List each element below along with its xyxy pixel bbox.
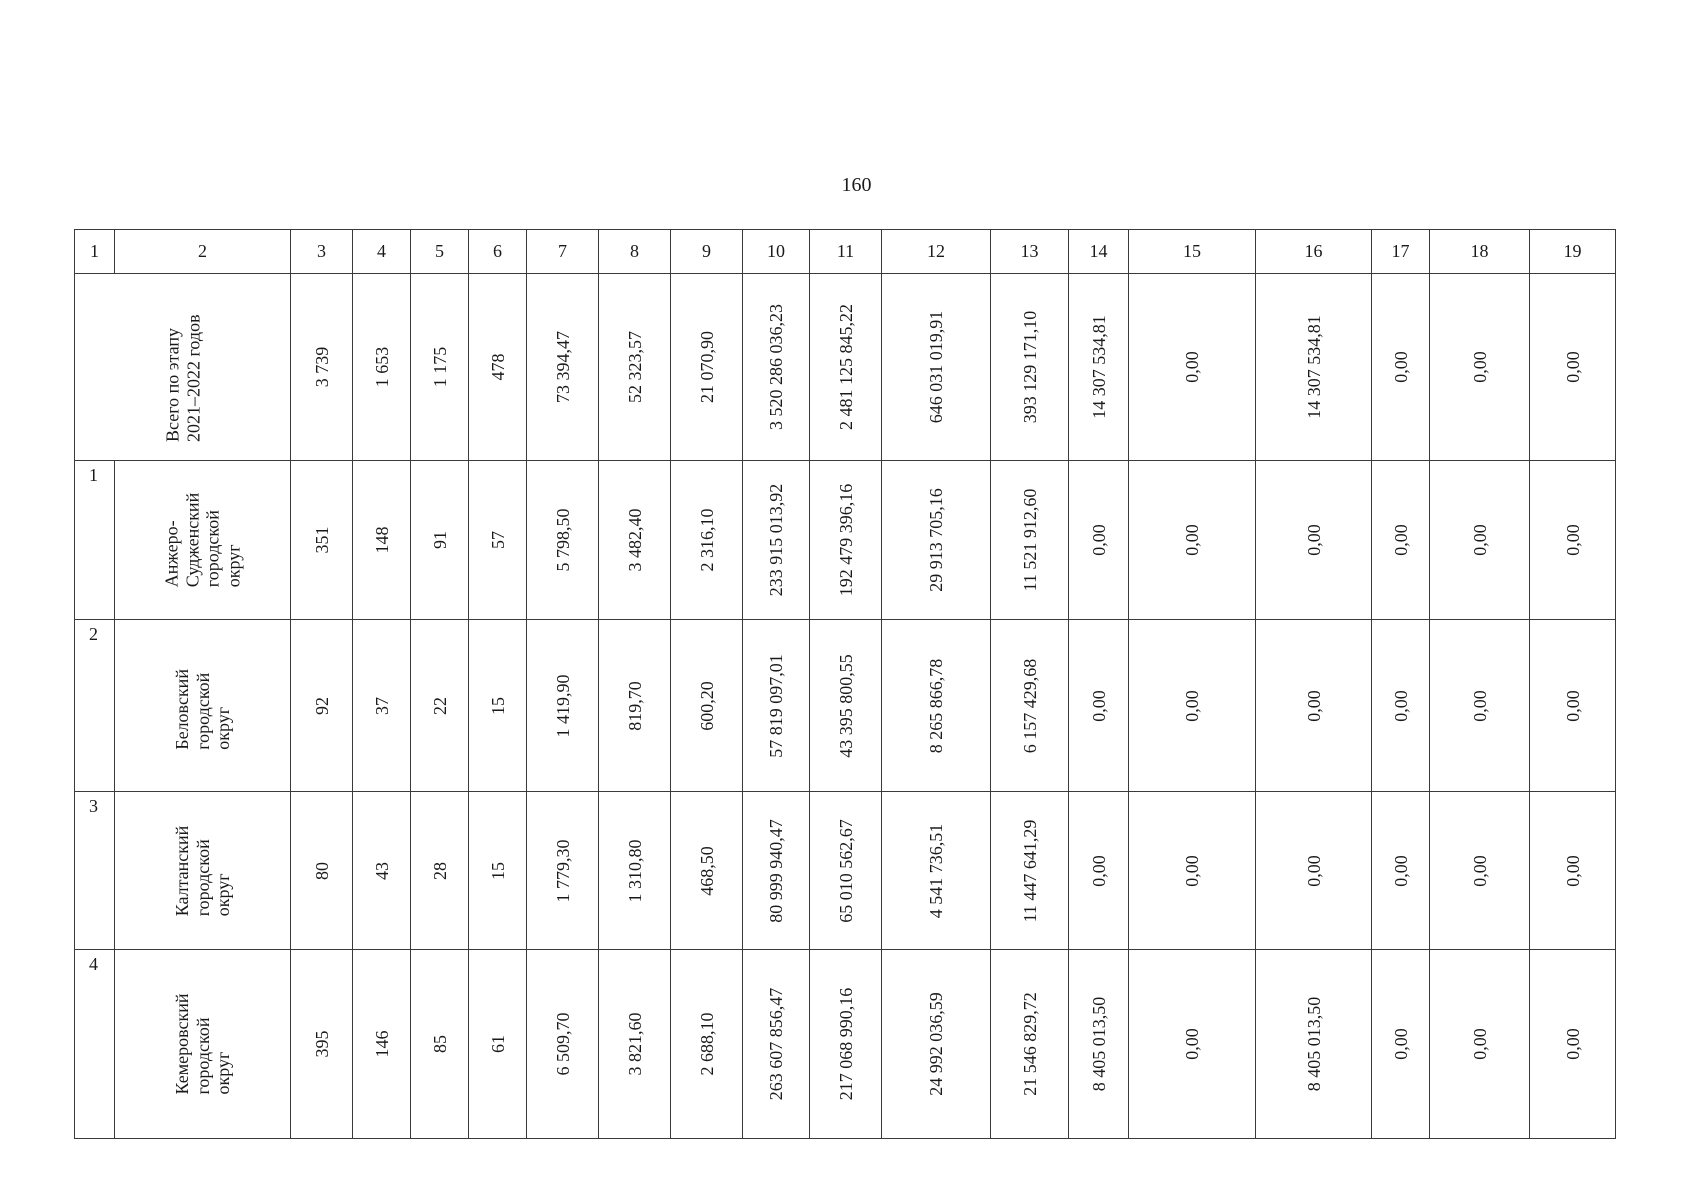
table-cell <box>1530 950 1616 1139</box>
table-cell <box>1256 620 1372 792</box>
cell-value: 8 405 013,50 <box>1303 996 1324 1092</box>
cell-value: 192 479 396,16 <box>835 483 856 597</box>
cell-value: 57 <box>487 531 508 549</box>
table-cell <box>1069 461 1129 620</box>
cell-value: 0,00 <box>1390 689 1411 722</box>
cell-value: 0,00 <box>1303 854 1324 887</box>
header-cell: 16 <box>1256 230 1372 274</box>
cell-value: 0,00 <box>1182 351 1202 383</box>
table-cell <box>1129 950 1256 1139</box>
cell-value: 0,00 <box>1469 351 1490 383</box>
header-cell: 15 <box>1129 230 1256 274</box>
cell-value: 0,00 <box>1469 689 1490 722</box>
header-cell: 3 <box>291 230 353 274</box>
data-table <box>74 229 1616 1139</box>
cell-value: 3 482,40 <box>624 508 645 572</box>
header-cell: 14 <box>1069 230 1129 274</box>
cell-value: 21 070,90 <box>696 331 717 403</box>
cell-value: 0,00 <box>1469 524 1490 556</box>
table-cell <box>882 461 991 620</box>
table-cell <box>411 620 469 792</box>
table-cell <box>1069 274 1129 461</box>
municipality-name: Кемеровский городской округ <box>171 993 233 1095</box>
row-number: 1 <box>89 465 98 485</box>
table-cell <box>527 461 599 620</box>
cell-value: 52 323,57 <box>624 331 645 403</box>
table-cell <box>1430 461 1530 620</box>
cell-value: 14 307 534,81 <box>1088 315 1109 419</box>
table-cell <box>743 461 810 620</box>
table-cell <box>353 274 411 461</box>
cell-value: 24 992 036,59 <box>926 992 946 1096</box>
cell-value: 85 <box>429 1035 450 1053</box>
page-number: 160 <box>841 174 872 196</box>
table-cell <box>599 461 671 620</box>
header-cell: 9 <box>671 230 743 274</box>
table-cell <box>291 274 353 461</box>
table-cell <box>1256 950 1372 1139</box>
table-cell <box>1372 620 1430 792</box>
table-cell <box>1256 461 1372 620</box>
cell-value: 43 <box>371 861 392 880</box>
table-cell <box>353 792 411 950</box>
row-number-cell <box>75 620 115 792</box>
cell-value: 148 <box>371 526 392 554</box>
cell-value: 600,20 <box>696 680 717 731</box>
cell-value: 65 010 562,67 <box>835 818 856 923</box>
cell-value: 351 <box>311 526 332 554</box>
table-cell <box>991 274 1069 461</box>
cell-value: 14 307 534,81 <box>1303 315 1324 419</box>
table-cell <box>743 620 810 792</box>
header-cell: 2 <box>115 230 291 274</box>
total-label: Всего по этапу 2021–2022 годов <box>161 314 203 442</box>
cell-value: 468,50 <box>696 845 717 896</box>
municipality-cell <box>115 620 291 792</box>
cell-value: 233 915 013,92 <box>766 483 786 597</box>
table-cell <box>291 620 353 792</box>
cell-value: 8 405 013,50 <box>1088 996 1109 1092</box>
cell-value: 1 653 <box>371 346 392 388</box>
table-cell <box>1430 950 1530 1139</box>
table-cell <box>469 461 527 620</box>
cell-value: 37 <box>371 696 392 715</box>
table-cell <box>291 461 353 620</box>
cell-value: 0,00 <box>1088 524 1109 556</box>
row-number-cell <box>75 950 115 1139</box>
table-cell <box>599 792 671 950</box>
cell-value: 646 031 019,91 <box>926 310 946 424</box>
table-cell <box>991 950 1069 1139</box>
municipality-cell <box>115 950 291 1139</box>
cell-value: 6 157 429,68 <box>1019 658 1040 753</box>
cell-value: 43 395 800,55 <box>835 653 856 758</box>
total-row <box>75 274 1616 461</box>
cell-value: 8 265 866,78 <box>926 658 946 753</box>
table-cell <box>411 461 469 620</box>
cell-value: 0,00 <box>1088 689 1109 722</box>
table-cell <box>743 950 810 1139</box>
row-number: 3 <box>89 796 98 816</box>
table-cell <box>469 274 527 461</box>
cell-value: 0,00 <box>1390 1028 1411 1060</box>
cell-value: 0,00 <box>1562 351 1583 383</box>
cell-value: 0,00 <box>1303 524 1324 556</box>
table-cell <box>1129 461 1256 620</box>
cell-value: 0,00 <box>1182 524 1202 556</box>
table-cell <box>671 950 743 1139</box>
cell-value: 0,00 <box>1303 689 1324 722</box>
table-cell <box>1372 274 1430 461</box>
cell-value: 15 <box>487 861 508 880</box>
cell-value: 1 175 <box>429 346 450 388</box>
cell-value: 395 <box>311 1030 332 1058</box>
cell-value: 91 <box>429 531 450 549</box>
cell-value: 22 <box>429 696 450 715</box>
cell-value: 819,70 <box>624 680 645 731</box>
table-cell <box>1256 792 1372 950</box>
table-cell <box>1069 792 1129 950</box>
total-label-cell <box>75 274 291 461</box>
header-cell: 12 <box>882 230 991 274</box>
table-cell <box>1069 950 1129 1139</box>
cell-value: 3 520 286 036,23 <box>766 304 786 430</box>
table-cell <box>810 461 882 620</box>
cell-value: 393 129 171,10 <box>1019 310 1040 424</box>
table-cell <box>743 274 810 461</box>
table-cell <box>1530 274 1616 461</box>
cell-value: 0,00 <box>1088 854 1109 887</box>
table-cell <box>810 274 882 461</box>
row-number-cell <box>75 461 115 620</box>
cell-value: 1 779,30 <box>552 839 573 902</box>
table-cell <box>1430 792 1530 950</box>
cell-value: 80 <box>311 861 332 880</box>
cell-value: 21 546 829,72 <box>1019 992 1040 1096</box>
cell-value: 0,00 <box>1182 1028 1202 1060</box>
cell-value: 3 739 <box>311 346 332 388</box>
table-cell <box>1372 792 1430 950</box>
table-cell <box>991 461 1069 620</box>
cell-value: 4 541 736,51 <box>926 823 946 918</box>
table-cell <box>411 792 469 950</box>
table-cell <box>469 620 527 792</box>
cell-value: 1 419,90 <box>552 674 573 737</box>
table-cell <box>671 461 743 620</box>
table-cell <box>469 792 527 950</box>
table-row <box>75 620 1616 792</box>
header-cell: 19 <box>1530 230 1616 274</box>
cell-value: 57 819 097,01 <box>766 653 786 758</box>
table-cell <box>1530 620 1616 792</box>
header-cell: 17 <box>1372 230 1430 274</box>
header-cell: 8 <box>599 230 671 274</box>
cell-value: 263 607 856,47 <box>766 987 786 1101</box>
table-cell <box>527 950 599 1139</box>
municipality-name: Калтанский городской округ <box>171 825 233 916</box>
table-cell <box>527 792 599 950</box>
table-cell <box>1530 461 1616 620</box>
table-cell <box>1430 274 1530 461</box>
cell-value: 5 798,50 <box>552 508 573 572</box>
cell-value: 2 481 125 845,22 <box>835 304 856 430</box>
table-cell <box>291 950 353 1139</box>
table-cell <box>882 274 991 461</box>
cell-value: 11 447 641,29 <box>1019 819 1040 922</box>
table-cell <box>882 950 991 1139</box>
cell-value: 0,00 <box>1469 854 1490 887</box>
header-cell: 4 <box>353 230 411 274</box>
header-cell: 1 <box>75 230 115 274</box>
header-cell: 11 <box>810 230 882 274</box>
table-cell <box>1256 274 1372 461</box>
row-number: 4 <box>89 954 98 974</box>
table-row <box>75 950 1616 1139</box>
cell-value: 0,00 <box>1182 689 1202 722</box>
table-cell <box>1430 620 1530 792</box>
table-cell <box>353 950 411 1139</box>
table-cell <box>1069 620 1129 792</box>
table-row <box>75 461 1616 620</box>
table-cell <box>810 950 882 1139</box>
table-cell <box>469 950 527 1139</box>
cell-value: 92 <box>311 696 332 715</box>
cell-value: 15 <box>487 696 508 715</box>
cell-value: 478 <box>487 353 508 381</box>
row-number-cell <box>75 792 115 950</box>
cell-value: 73 394,47 <box>552 331 573 403</box>
table-cell <box>1129 274 1256 461</box>
table-cell <box>599 620 671 792</box>
table-cell <box>671 274 743 461</box>
row-number: 2 <box>89 624 98 644</box>
cell-value: 6 509,70 <box>552 1012 573 1076</box>
table-cell <box>411 950 469 1139</box>
cell-value: 61 <box>487 1035 508 1053</box>
cell-value: 0,00 <box>1182 854 1202 887</box>
table-cell <box>991 620 1069 792</box>
table-row <box>75 792 1616 950</box>
cell-value: 0,00 <box>1390 524 1411 556</box>
cell-value: 2 316,10 <box>696 508 717 572</box>
cell-value: 0,00 <box>1390 854 1411 887</box>
table-cell <box>991 792 1069 950</box>
table-cell <box>599 274 671 461</box>
table-cell <box>599 950 671 1139</box>
table-cell <box>671 792 743 950</box>
cell-value: 1 310,80 <box>624 839 645 902</box>
table-cell <box>882 620 991 792</box>
cell-value: 146 <box>371 1030 392 1058</box>
municipality-name: Анжеро- Судженский городской округ <box>161 492 244 588</box>
cell-value: 0,00 <box>1469 1028 1490 1060</box>
header-cell: 18 <box>1430 230 1530 274</box>
cell-value: 28 <box>429 861 450 880</box>
municipality-cell <box>115 461 291 620</box>
header-cell: 5 <box>411 230 469 274</box>
cell-value: 29 913 705,16 <box>926 488 946 592</box>
table-cell <box>291 792 353 950</box>
table-cell <box>1129 792 1256 950</box>
cell-value: 0,00 <box>1562 854 1583 887</box>
header-cell: 10 <box>743 230 810 274</box>
table-cell <box>1372 461 1430 620</box>
table-cell <box>353 461 411 620</box>
table-cell <box>1372 950 1430 1139</box>
table-cell <box>1129 620 1256 792</box>
table-cell <box>411 274 469 461</box>
municipality-name: Беловский городской округ <box>171 668 233 750</box>
table-cell <box>882 792 991 950</box>
cell-value: 80 999 940,47 <box>766 818 786 923</box>
table-cell <box>353 620 411 792</box>
table-cell <box>743 792 810 950</box>
table-cell <box>810 620 882 792</box>
header-cell: 6 <box>469 230 527 274</box>
cell-value: 11 521 912,60 <box>1019 488 1040 592</box>
table-cell <box>1530 792 1616 950</box>
cell-value: 3 821,60 <box>624 1012 645 1076</box>
cell-value: 217 068 990,16 <box>835 987 856 1101</box>
header-cell: 13 <box>991 230 1069 274</box>
table-cell <box>671 620 743 792</box>
cell-value: 2 688,10 <box>696 1012 717 1076</box>
cell-value: 0,00 <box>1562 524 1583 556</box>
header-row <box>75 230 1616 274</box>
cell-value: 0,00 <box>1562 1028 1583 1060</box>
cell-value: 0,00 <box>1562 689 1583 722</box>
table-cell <box>527 620 599 792</box>
table-cell <box>527 274 599 461</box>
table-cell <box>810 792 882 950</box>
header-cell: 7 <box>527 230 599 274</box>
cell-value: 0,00 <box>1390 351 1411 383</box>
municipality-cell <box>115 792 291 950</box>
